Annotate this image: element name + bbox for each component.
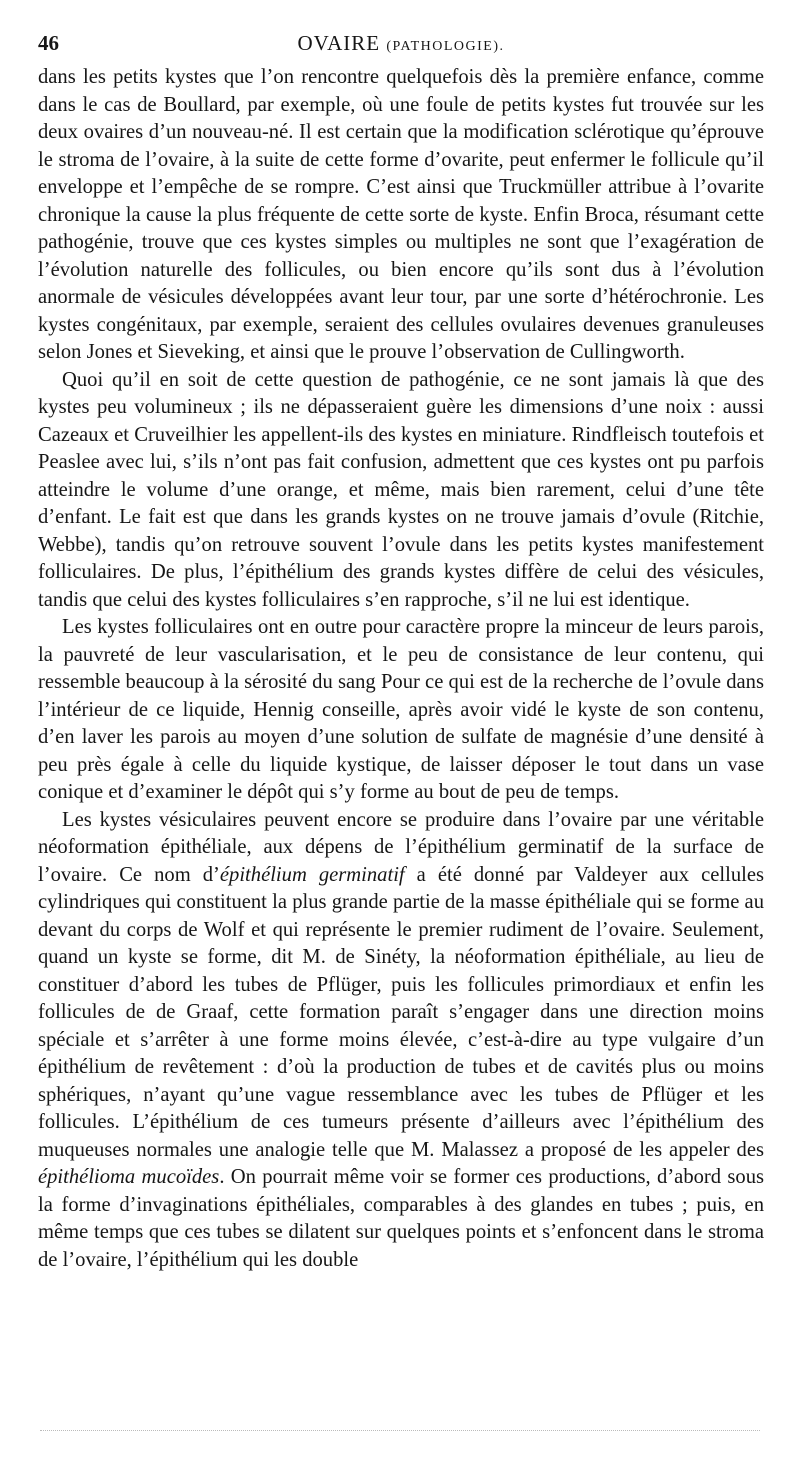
term-epithelium-germinatif: épithélium germinatif (219, 863, 405, 886)
running-head (38, 28, 764, 62)
page-header (38, 28, 764, 58)
paragraph-2: Quoi qu’il en soit de cette question de pathogénie, ce ne sont jamais là que des kystes peu volumineux ; ils ne dépasseraient guère les dimensions d’une noix : aussi Cazeaux et Cruveilhier les appellent-ils des kystes en miniature. Rindfleisch toutefois et Peaslee avec lui, s’ils n’ont pas fait confusion, admettent que ces kystes ont pu parfois atteindre le volume d’une orange, et même, mais bien rarement, celui d’une tête d’enfant. Le fait est que dans les grands kystes on ne trouve jamais d’ovule (Ritchie, Webbe), tandis qu’on retrouve souvent l’ovule dans les petits kystes manifestement folliculaires. De plus, l’épithélium des grands kystes diffère de celui des vésicules, tandis que celui des kystes folliculaires s’en rapproche, s’il ne lui est identique. (38, 368, 764, 611)
running-head-section: (PATHOLOGIE). (386, 39, 505, 54)
body-text (38, 64, 764, 1274)
paragraph-4-part-3: . On pourrait même voir se former ces productions, d’abord sous la forme d’invaginations épithéliales, comparables à des glandes en tubes ; puis, en même temps que ces tubes se dilatent sur quelques points et s’enfoncent dans le stroma de l’ovaire, l’épithélium qui les double (38, 1166, 765, 1271)
footer-dotted-line (40, 1430, 760, 1431)
paragraph-1: dans les petits kystes que l’on rencontre quelquefois dès la première enfance, comme dans le cas de Boullard, par exemple, où une foule de petits kystes fut trouvée sur les deux ovaires d’un nouveau-né. Il est certain que la modification sclérotique qu’éprouve le stroma de l’ovaire, à la suite de cette forme d’ovarite, peut enfermer le follicule qu’il enveloppe et l’empêche de se rompre. C’est ainsi que Truckmüller attribue à l’ovarite chronique la cause la plus fréquente de cette sorte de kyste. Enfin Broca, résumant cette pathogénie, trouve que ces kystes simples ou multiples ne sont que l’exagération de l’évolution naturelle des follicules, ou bien encore qu’ils sont dus à l’évolution anormale de vésicules développées avant leur tour, par une sorte d’hétérochronie. Les kystes congénitaux, par exemple, seraient des cellules ovulaires devenues granuleuses selon Jones et Sieveking, et ainsi que le prouve l’observation de Cullingworth. (38, 66, 764, 363)
running-head-title: OVAIRE (297, 31, 381, 55)
paragraph-4 (38, 807, 764, 1275)
page-number: 46 (38, 31, 59, 55)
term-epithelioma-mucoides: épithélioma mucoïdes (38, 1166, 220, 1188)
paragraph-4-part-1: Les kystes vésiculaires peuvent encore se produire dans l’ovaire par une véritable néoformation épithéliale, aux dépens de l’épithélium germinatif de la surface de l’ovaire. Ce nom d’ (38, 808, 764, 886)
paragraph-3: Les kystes folliculaires ont en outre pour caractère propre la minceur de leurs parois, la pauvreté de leur vascularisation, et le peu de consistance de leur contenu, qui ressemble beaucoup à la sérosité du sang Pour ce qui est de la recherche de l’ovule dans l’intérieur de ce liquide, Hennig conseille, après avoir vidé le kyste de son contenu, d’en laver les parois au moyen d’une solution de sulfate de magnésie d’une densité à peu près égale à celle du liquide kystique, de laisser déposer le tout dans un vase conique et d’examiner le dépôt qui s’y forme au bout de peu de temps. (38, 616, 764, 803)
paragraph-4-part-2: a été donné par Valdeyer aux cellules cylindriques qui constituent la plus grande partie de la masse épithéliale qui se forme au devant du corps de Wolf et qui représente le premier rudiment de l’ovaire. Seulement, quand un kyste se forme, dit M. de Sinéty, la néoformation épithéliale, au lieu de constituer d’abord les tubes de Pflüger, puis les follicules primordiaux et enfin les follicules de de Graaf, cette formation paraît s’engager dans une direction moins spéciale et s’arrêter à une forme moins élevée, c’est-à-dire au type vulgaire d’un épithélium de revêtement : d’où la production de tubes et de cavités plus ou moins sphériques, n’ayant qu’une vague ressemblance avec les tubes de Pflüger et les follicules. L’épithélium de ces tumeurs présente d’ailleurs avec l’épithélium des muqueuses normales une analogie telle que M. Malassez a proposé de les appeler des (38, 863, 764, 1161)
